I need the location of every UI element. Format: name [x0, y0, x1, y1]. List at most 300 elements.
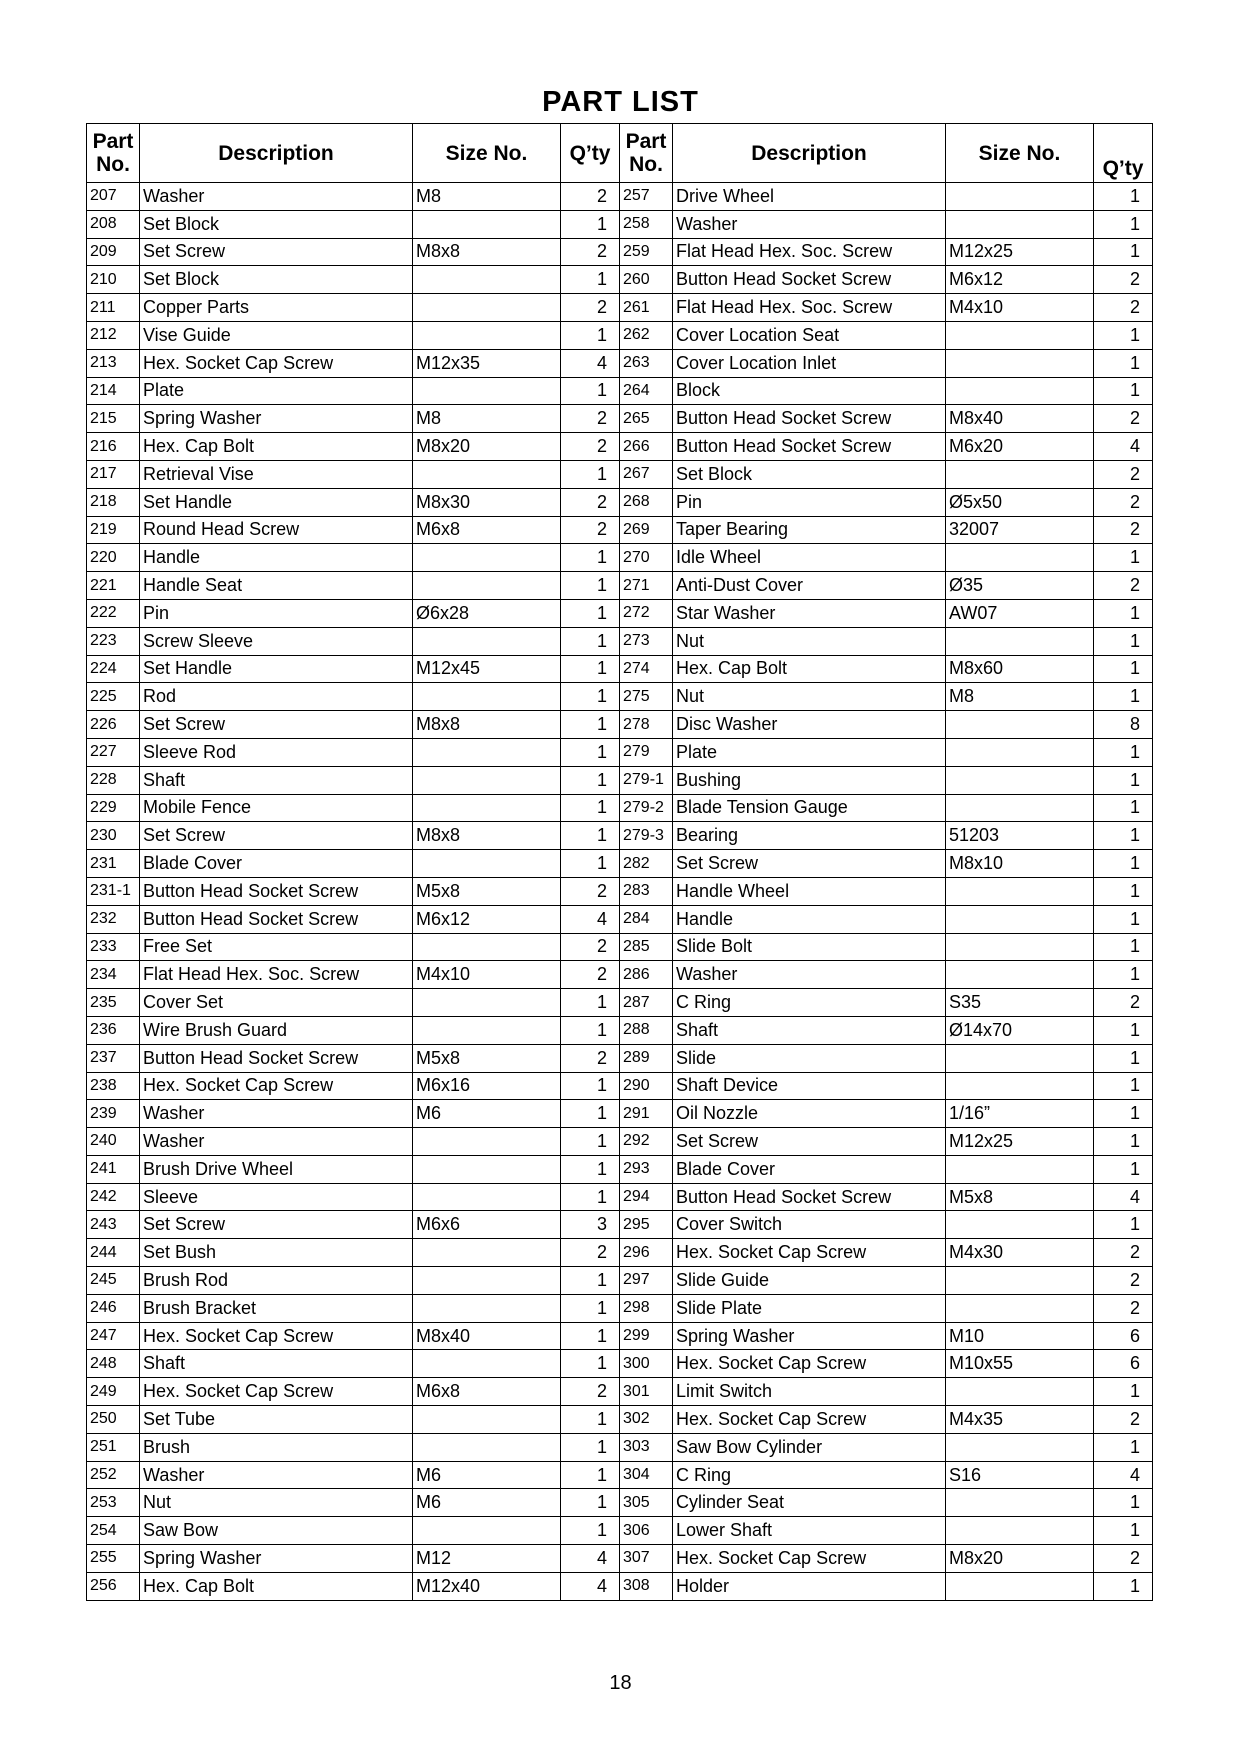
header-description: Description: [673, 124, 946, 183]
right-part-qty: 6: [1094, 1322, 1153, 1350]
right-part-size: [946, 1211, 1094, 1239]
page-title: PART LIST: [542, 86, 699, 118]
left-part-number: 227: [87, 738, 140, 766]
left-part-number: 235: [87, 989, 140, 1017]
header-size: Size No.: [946, 124, 1094, 183]
header-part-no-line1: Part: [92, 130, 134, 153]
right-part-number: 294: [620, 1183, 673, 1211]
left-part-size: M6: [413, 1489, 561, 1517]
table-row: [87, 266, 1153, 294]
right-part-size: [946, 877, 1094, 905]
table-row: [87, 1267, 1153, 1295]
right-part-qty: 4: [1094, 1183, 1153, 1211]
table-row: [87, 738, 1153, 766]
right-part-size: [946, 711, 1094, 739]
right-part-description: Button Head Socket Screw: [673, 266, 946, 294]
left-part-number: 244: [87, 1239, 140, 1267]
left-part-qty: 2: [561, 933, 620, 961]
right-part-description: C Ring: [673, 1461, 946, 1489]
right-part-description: Handle Wheel: [673, 877, 946, 905]
table-row: [87, 488, 1153, 516]
left-part-size: [413, 1433, 561, 1461]
table-row: [87, 627, 1153, 655]
right-part-number: 274: [620, 655, 673, 683]
table-row: [87, 349, 1153, 377]
right-part-description: Blade Cover: [673, 1155, 946, 1183]
left-part-number: 238: [87, 1072, 140, 1100]
left-part-qty: 3: [561, 1211, 620, 1239]
left-part-description: Vise Guide: [140, 321, 413, 349]
right-part-qty: 6: [1094, 1350, 1153, 1378]
left-part-qty: 1: [561, 460, 620, 488]
right-part-qty: 2: [1094, 460, 1153, 488]
left-part-qty: 1: [561, 266, 620, 294]
right-part-number: 287: [620, 989, 673, 1017]
left-part-number: 250: [87, 1406, 140, 1434]
left-part-size: [413, 738, 561, 766]
left-part-size: [413, 627, 561, 655]
right-part-number: 288: [620, 1016, 673, 1044]
left-part-size: [413, 683, 561, 711]
left-part-description: Round Head Screw: [140, 516, 413, 544]
left-part-size: [413, 850, 561, 878]
table-row: [87, 238, 1153, 266]
header-part-no-line1: Part: [625, 130, 667, 153]
left-part-size: [413, 1183, 561, 1211]
left-part-qty: 4: [561, 905, 620, 933]
left-part-qty: 4: [561, 1545, 620, 1573]
left-part-size: Ø6x28: [413, 599, 561, 627]
left-part-size: [413, 989, 561, 1017]
right-part-size: Ø35: [946, 572, 1094, 600]
right-part-number: 304: [620, 1461, 673, 1489]
left-part-size: [413, 1155, 561, 1183]
right-part-qty: 2: [1094, 1267, 1153, 1295]
left-part-description: Spring Washer: [140, 405, 413, 433]
right-part-size: M8x60: [946, 655, 1094, 683]
left-part-qty: 1: [561, 1183, 620, 1211]
right-part-number: 269: [620, 516, 673, 544]
left-part-size: M6: [413, 1100, 561, 1128]
left-part-number: 228: [87, 766, 140, 794]
left-part-description: Brush Drive Wheel: [140, 1155, 413, 1183]
table-row: [87, 1239, 1153, 1267]
left-part-qty: 1: [561, 850, 620, 878]
left-part-number: 231: [87, 850, 140, 878]
right-part-description: C Ring: [673, 989, 946, 1017]
right-part-number: 265: [620, 405, 673, 433]
right-part-description: Hex. Socket Cap Screw: [673, 1350, 946, 1378]
right-part-qty: 2: [1094, 1239, 1153, 1267]
left-part-size: M6x8: [413, 516, 561, 544]
right-part-qty: 1: [1094, 1100, 1153, 1128]
right-part-size: [946, 794, 1094, 822]
right-part-description: Cover Location Inlet: [673, 349, 946, 377]
right-part-qty: 2: [1094, 989, 1153, 1017]
right-part-description: Block: [673, 377, 946, 405]
left-part-number: 218: [87, 488, 140, 516]
left-part-description: Button Head Socket Screw: [140, 905, 413, 933]
right-part-description: Washer: [673, 210, 946, 238]
right-part-description: Drive Wheel: [673, 183, 946, 211]
right-part-number: 300: [620, 1350, 673, 1378]
table-row: [87, 1406, 1153, 1434]
right-part-number: 263: [620, 349, 673, 377]
right-part-size: M4x10: [946, 294, 1094, 322]
right-part-description: Flat Head Hex. Soc. Screw: [673, 294, 946, 322]
left-part-number: 230: [87, 822, 140, 850]
left-part-size: M12x40: [413, 1572, 561, 1600]
left-part-qty: 1: [561, 1461, 620, 1489]
left-part-number: 225: [87, 683, 140, 711]
right-part-size: M12x25: [946, 238, 1094, 266]
right-part-number: 258: [620, 210, 673, 238]
header-qty: Q’ty: [561, 124, 620, 183]
right-part-number: 282: [620, 850, 673, 878]
left-part-qty: 2: [561, 433, 620, 461]
left-part-size: [413, 1406, 561, 1434]
left-part-qty: 1: [561, 1128, 620, 1156]
right-part-qty: 1: [1094, 683, 1153, 711]
left-part-size: [413, 933, 561, 961]
right-part-qty: 1: [1094, 377, 1153, 405]
right-part-size: [946, 1267, 1094, 1295]
left-part-number: 256: [87, 1572, 140, 1600]
left-part-qty: 2: [561, 488, 620, 516]
right-part-qty: 1: [1094, 183, 1153, 211]
left-part-number: 207: [87, 183, 140, 211]
left-part-number: 212: [87, 321, 140, 349]
left-part-description: Sleeve Rod: [140, 738, 413, 766]
right-part-qty: 2: [1094, 516, 1153, 544]
left-part-description: Shaft: [140, 766, 413, 794]
left-part-description: Button Head Socket Screw: [140, 877, 413, 905]
right-part-qty: 1: [1094, 544, 1153, 572]
left-part-size: M5x8: [413, 1044, 561, 1072]
right-part-number: 289: [620, 1044, 673, 1072]
left-part-description: Hex. Socket Cap Screw: [140, 1378, 413, 1406]
left-part-size: [413, 572, 561, 600]
right-part-qty: 2: [1094, 572, 1153, 600]
right-part-size: [946, 1294, 1094, 1322]
left-part-number: 241: [87, 1155, 140, 1183]
right-part-size: M8x10: [946, 850, 1094, 878]
left-part-size: M4x10: [413, 961, 561, 989]
left-part-description: Screw Sleeve: [140, 627, 413, 655]
left-part-description: Brush Rod: [140, 1267, 413, 1295]
right-part-qty: 1: [1094, 933, 1153, 961]
right-part-size: [946, 349, 1094, 377]
table-row: [87, 1517, 1153, 1545]
left-part-description: Hex. Socket Cap Screw: [140, 349, 413, 377]
right-part-size: [946, 460, 1094, 488]
left-part-size: [413, 1239, 561, 1267]
right-part-qty: 1: [1094, 321, 1153, 349]
left-part-number: 217: [87, 460, 140, 488]
right-part-description: Pin: [673, 488, 946, 516]
left-part-size: M6x6: [413, 1211, 561, 1239]
right-part-description: Blade Tension Gauge: [673, 794, 946, 822]
right-part-description: Idle Wheel: [673, 544, 946, 572]
left-part-size: [413, 1517, 561, 1545]
right-part-qty: 2: [1094, 405, 1153, 433]
left-part-qty: 2: [561, 877, 620, 905]
table-row: [87, 1322, 1153, 1350]
right-part-number: 271: [620, 572, 673, 600]
right-part-qty: 1: [1094, 961, 1153, 989]
right-part-size: M6x20: [946, 433, 1094, 461]
left-part-description: Washer: [140, 1461, 413, 1489]
right-part-size: M8x40: [946, 405, 1094, 433]
right-part-number: 301: [620, 1378, 673, 1406]
right-part-description: Cover Location Seat: [673, 321, 946, 349]
table-row: [87, 1128, 1153, 1156]
right-part-size: [946, 1433, 1094, 1461]
right-part-description: Button Head Socket Screw: [673, 433, 946, 461]
left-part-qty: 1: [561, 1322, 620, 1350]
left-part-description: Handle Seat: [140, 572, 413, 600]
table-row: [87, 1072, 1153, 1100]
left-part-qty: 1: [561, 1072, 620, 1100]
right-part-number: 303: [620, 1433, 673, 1461]
left-part-number: 232: [87, 905, 140, 933]
left-part-size: [413, 377, 561, 405]
left-part-number: 210: [87, 266, 140, 294]
left-part-description: Set Tube: [140, 1406, 413, 1434]
right-part-size: [946, 377, 1094, 405]
table-row: [87, 1100, 1153, 1128]
right-part-description: Flat Head Hex. Soc. Screw: [673, 238, 946, 266]
left-part-size: M6x16: [413, 1072, 561, 1100]
table-row: [87, 766, 1153, 794]
left-part-number: 208: [87, 210, 140, 238]
right-part-description: Slide Plate: [673, 1294, 946, 1322]
right-part-description: Shaft Device: [673, 1072, 946, 1100]
left-part-number: 236: [87, 1016, 140, 1044]
left-part-size: [413, 321, 561, 349]
header-part-no: [620, 124, 673, 183]
left-part-qty: 1: [561, 321, 620, 349]
right-part-number: 259: [620, 238, 673, 266]
left-part-qty: 4: [561, 349, 620, 377]
right-part-description: Slide Guide: [673, 1267, 946, 1295]
right-part-number: 297: [620, 1267, 673, 1295]
left-part-description: Washer: [140, 183, 413, 211]
left-part-size: [413, 1350, 561, 1378]
left-part-number: 229: [87, 794, 140, 822]
right-part-size: S16: [946, 1461, 1094, 1489]
left-part-description: Brush Bracket: [140, 1294, 413, 1322]
right-part-size: [946, 544, 1094, 572]
left-part-size: [413, 794, 561, 822]
left-part-size: M12x35: [413, 349, 561, 377]
right-part-description: Saw Bow Cylinder: [673, 1433, 946, 1461]
right-part-size: [946, 183, 1094, 211]
left-part-size: M8: [413, 183, 561, 211]
table-row: [87, 655, 1153, 683]
left-part-number: 215: [87, 405, 140, 433]
table-row: [87, 1044, 1153, 1072]
left-part-description: Set Handle: [140, 655, 413, 683]
right-part-qty: 1: [1094, 850, 1153, 878]
left-part-size: [413, 266, 561, 294]
left-part-description: Washer: [140, 1128, 413, 1156]
right-part-size: [946, 1072, 1094, 1100]
left-part-description: Plate: [140, 377, 413, 405]
table-row: [87, 683, 1153, 711]
right-part-size: Ø5x50: [946, 488, 1094, 516]
right-part-description: Set Block: [673, 460, 946, 488]
right-part-description: Button Head Socket Screw: [673, 1183, 946, 1211]
right-part-size: [946, 933, 1094, 961]
left-part-qty: 1: [561, 1350, 620, 1378]
right-part-description: Hex. Socket Cap Screw: [673, 1545, 946, 1573]
left-part-size: M8x8: [413, 711, 561, 739]
left-part-qty: 1: [561, 766, 620, 794]
right-part-size: Ø14x70: [946, 1016, 1094, 1044]
right-part-qty: 1: [1094, 738, 1153, 766]
left-part-description: Saw Bow: [140, 1517, 413, 1545]
table-row: [87, 599, 1153, 627]
right-part-qty: 1: [1094, 1572, 1153, 1600]
left-part-description: Washer: [140, 1100, 413, 1128]
right-part-size: [946, 905, 1094, 933]
right-part-number: 266: [620, 433, 673, 461]
right-part-qty: 2: [1094, 1294, 1153, 1322]
right-part-qty: 2: [1094, 294, 1153, 322]
right-part-size: S35: [946, 989, 1094, 1017]
left-part-qty: 2: [561, 1378, 620, 1406]
table-row: [87, 321, 1153, 349]
left-part-number: 248: [87, 1350, 140, 1378]
right-part-size: M10: [946, 1322, 1094, 1350]
left-part-number: 233: [87, 933, 140, 961]
left-part-qty: 1: [561, 1406, 620, 1434]
table-row: [87, 1294, 1153, 1322]
left-part-number: 253: [87, 1489, 140, 1517]
left-part-size: [413, 1294, 561, 1322]
right-part-qty: 1: [1094, 905, 1153, 933]
right-part-number: 262: [620, 321, 673, 349]
left-part-qty: 1: [561, 599, 620, 627]
right-part-number: 283: [620, 877, 673, 905]
right-part-qty: 1: [1094, 794, 1153, 822]
right-part-description: Oil Nozzle: [673, 1100, 946, 1128]
right-part-number: 260: [620, 266, 673, 294]
left-part-size: [413, 294, 561, 322]
left-part-number: 245: [87, 1267, 140, 1295]
right-part-number: 268: [620, 488, 673, 516]
right-part-description: Star Washer: [673, 599, 946, 627]
right-part-size: [946, 766, 1094, 794]
header-size: Size No.: [413, 124, 561, 183]
right-part-description: Spring Washer: [673, 1322, 946, 1350]
left-part-qty: 1: [561, 738, 620, 766]
left-part-description: Sleeve: [140, 1183, 413, 1211]
left-part-size: M12: [413, 1545, 561, 1573]
left-part-qty: 2: [561, 405, 620, 433]
left-part-qty: 1: [561, 1294, 620, 1322]
table-row: [87, 1378, 1153, 1406]
table-row: [87, 1155, 1153, 1183]
right-part-size: [946, 1572, 1094, 1600]
right-part-description: Lower Shaft: [673, 1517, 946, 1545]
left-part-qty: 1: [561, 1016, 620, 1044]
right-part-number: 285: [620, 933, 673, 961]
left-part-number: 246: [87, 1294, 140, 1322]
left-part-qty: 1: [561, 711, 620, 739]
right-part-number: 279: [620, 738, 673, 766]
right-part-description: Limit Switch: [673, 1378, 946, 1406]
left-part-number: 209: [87, 238, 140, 266]
table-row: [87, 1433, 1153, 1461]
right-part-qty: 1: [1094, 238, 1153, 266]
right-part-qty: 1: [1094, 1072, 1153, 1100]
left-part-number: 223: [87, 627, 140, 655]
left-part-size: [413, 766, 561, 794]
left-part-description: Nut: [140, 1489, 413, 1517]
left-part-description: Button Head Socket Screw: [140, 1044, 413, 1072]
right-part-number: 302: [620, 1406, 673, 1434]
left-part-qty: 1: [561, 627, 620, 655]
right-part-number: 270: [620, 544, 673, 572]
left-part-qty: 4: [561, 1572, 620, 1600]
left-part-qty: 1: [561, 544, 620, 572]
left-part-number: 243: [87, 1211, 140, 1239]
left-part-number: 221: [87, 572, 140, 600]
left-part-qty: 2: [561, 238, 620, 266]
left-part-number: 219: [87, 516, 140, 544]
table-row: [87, 516, 1153, 544]
left-part-qty: 1: [561, 1267, 620, 1295]
left-part-qty: 1: [561, 377, 620, 405]
left-part-description: Set Block: [140, 210, 413, 238]
left-part-number: 226: [87, 711, 140, 739]
left-part-number: 239: [87, 1100, 140, 1128]
right-part-qty: 1: [1094, 1433, 1153, 1461]
table-row: [87, 405, 1153, 433]
left-part-description: Set Bush: [140, 1239, 413, 1267]
left-part-size: [413, 460, 561, 488]
table-row: [87, 572, 1153, 600]
left-part-description: Hex. Socket Cap Screw: [140, 1072, 413, 1100]
left-part-qty: 2: [561, 183, 620, 211]
left-part-number: 254: [87, 1517, 140, 1545]
left-part-number: 231-1: [87, 877, 140, 905]
left-part-size: M8: [413, 405, 561, 433]
right-part-qty: 1: [1094, 822, 1153, 850]
left-part-size: M12x45: [413, 655, 561, 683]
header-qty: Q’ty: [1094, 124, 1153, 183]
left-part-description: Blade Cover: [140, 850, 413, 878]
left-part-number: 255: [87, 1545, 140, 1573]
left-part-qty: 1: [561, 1155, 620, 1183]
left-part-description: Free Set: [140, 933, 413, 961]
left-part-description: Pin: [140, 599, 413, 627]
right-part-number: 264: [620, 377, 673, 405]
right-part-qty: 1: [1094, 1044, 1153, 1072]
left-part-number: 242: [87, 1183, 140, 1211]
left-part-number: 214: [87, 377, 140, 405]
right-part-qty: 1: [1094, 627, 1153, 655]
left-part-description: Retrieval Vise: [140, 460, 413, 488]
left-part-qty: 1: [561, 1100, 620, 1128]
right-part-number: 296: [620, 1239, 673, 1267]
right-part-number: 279-2: [620, 794, 673, 822]
left-part-description: Hex. Cap Bolt: [140, 433, 413, 461]
header-description: Description: [140, 124, 413, 183]
left-part-description: Hex. Cap Bolt: [140, 1572, 413, 1600]
